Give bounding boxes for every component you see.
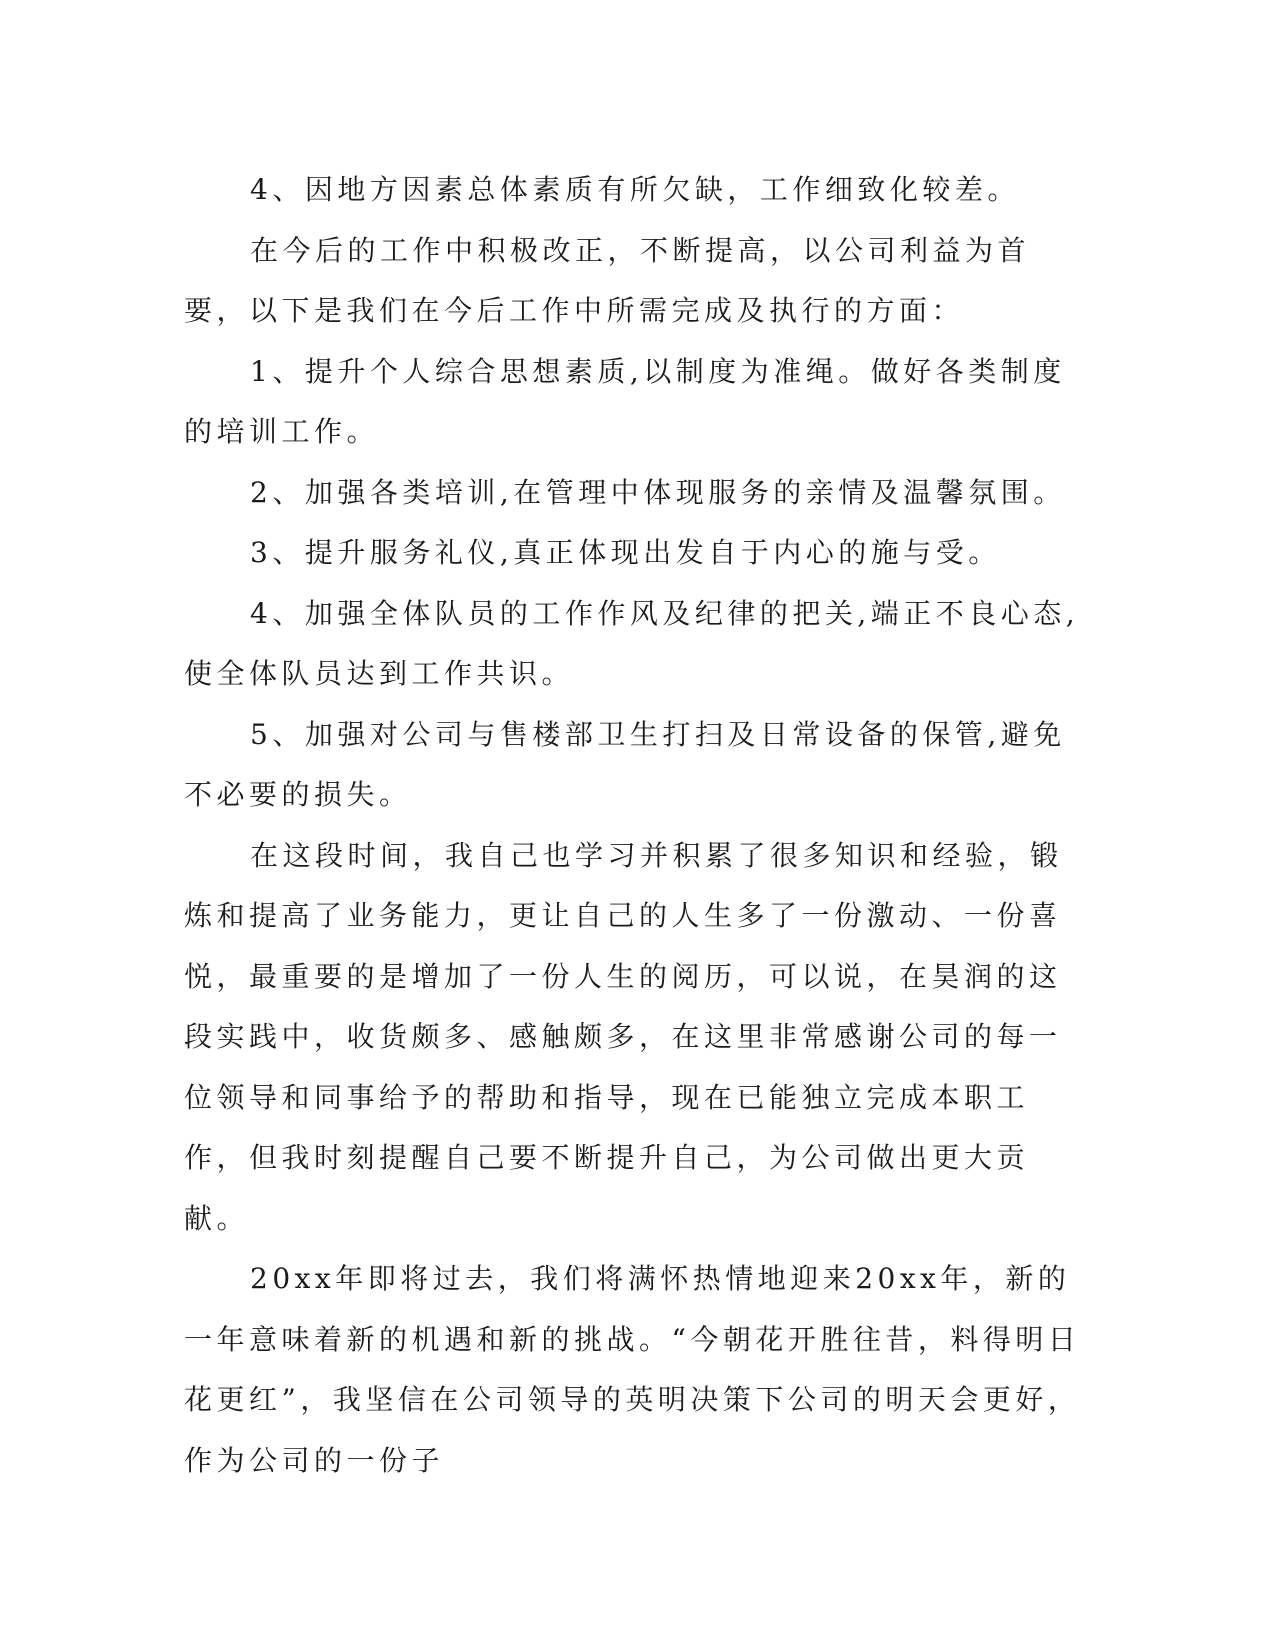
paragraph-plan-2: 2、加强各类培训,在管理中体现服务的亲情及温馨氛围。 — [250, 475, 1066, 509]
paragraph-plan-1: 1、提升个人综合思想素质,以制度为准绳。做好各类制度的培训工作。 — [184, 354, 1066, 448]
document-body — [184, 160, 1084, 1491]
paragraph-plan-5: 5、加强对公司与售楼部卫生打扫及日常设备的保管,避免不必要的损失。 — [184, 717, 1066, 811]
paragraph-outlook: 20xx年即将过去，我们将满怀热情地迎来20xx年，新的一年意味着新的机遇和新的挑战。“今朝花开胜往昔，料得明日花更红”，我坚信在公司领导的英明决策下公司的明天会更好，作为公司的一份子 — [184, 1262, 1081, 1477]
paragraph-improvement-intro: 在今后的工作中积极改正，不断提高，以公司利益为首要，以下是我们在今后工作中所需完成及执行的方面： — [184, 233, 1031, 327]
paragraph-plan-3: 3、提升服务礼仪,真正体现出发自于内心的施与受。 — [250, 536, 1001, 569]
paragraph-issue-4: 4、因地方因素总体素质有所欠缺，工作细致化较差。 — [250, 173, 1020, 206]
paragraph-reflection: 在这段时间，我自己也学习并积累了很多知识和经验，锻炼和提高了业务能力，更让自己的人生多了一份激动、一份喜悦，最重要的是增加了一份人生的阅历，可以说，在昊润的这段实践中，收货颇多、感触颇多，在这里非常感谢公司的每一位领导和同事给予的帮助和指导，现在已能独立完成本职工作，但我时刻提醒自己要不断提升自己，为公司做出更大贡献。 — [184, 838, 1063, 1235]
paragraph-plan-4: 4、加强全体队员的工作作风及纪律的把关,端正不良心态,使全体队员达到工作共识。 — [184, 596, 1080, 690]
